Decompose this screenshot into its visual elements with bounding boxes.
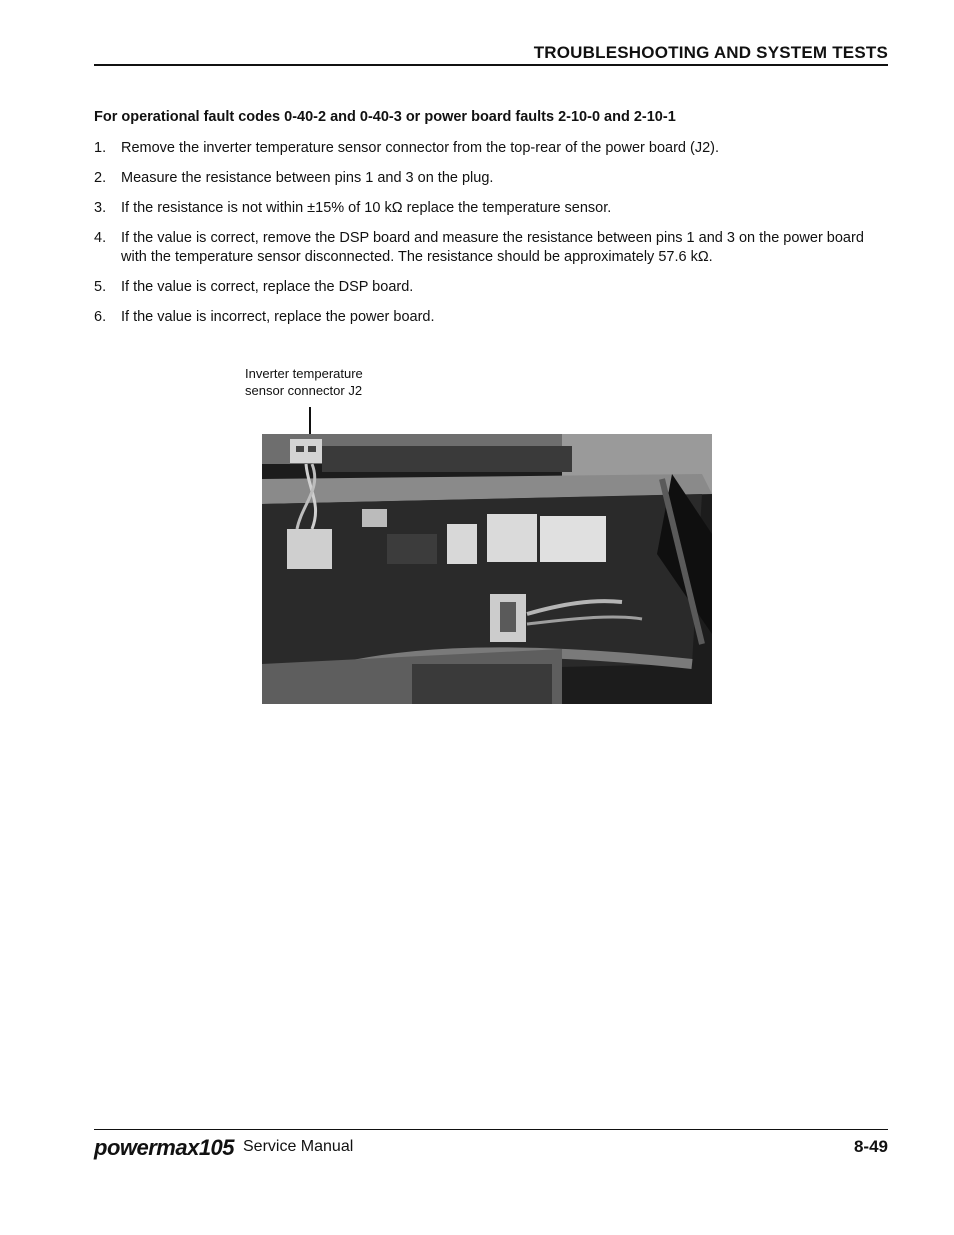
step-number: 3. bbox=[94, 200, 107, 216]
list-item bbox=[94, 199, 890, 218]
step-text: Measure the resistance between pins 1 and 3 on the plug. bbox=[121, 170, 494, 186]
section-heading: For operational fault codes 0-40-2 and 0-40-3 or power board faults 2-10-0 and 2-10-1 bbox=[94, 109, 676, 125]
footer-manual-label: Service Manual bbox=[243, 1138, 354, 1155]
step-number: 1. bbox=[94, 140, 107, 156]
callout-label bbox=[245, 365, 363, 399]
step-text: Remove the inverter temperature sensor connector from the top-rear of the power board (J2). bbox=[121, 140, 720, 156]
list-item bbox=[94, 169, 890, 188]
list-item bbox=[94, 139, 890, 158]
step-number: 5. bbox=[94, 279, 107, 295]
footer-rule bbox=[94, 1129, 888, 1130]
step-text: If the value is incorrect, replace the power board. bbox=[121, 309, 435, 325]
steps-list bbox=[94, 139, 890, 338]
page-number: 8-49 bbox=[853, 1137, 888, 1156]
callout-label-line2: sensor connector J2 bbox=[245, 383, 363, 398]
step-text: If the resistance is not within ±15% of 10 kΩ replace the temperature sensor. bbox=[121, 200, 612, 216]
callout-label-line1: Inverter temperature bbox=[245, 366, 363, 381]
step-number: 4. bbox=[94, 230, 107, 246]
step-text: If the value is correct, remove the DSP board and measure the resistance between pins 1 and 3 on the power board with the temperature sensor disconnected. The resistance should be approximately 57.6 kΩ. bbox=[121, 230, 864, 265]
list-item bbox=[94, 229, 890, 267]
photo-illustration bbox=[262, 434, 712, 704]
step-number: 6. bbox=[94, 309, 107, 325]
step-number: 2. bbox=[94, 170, 107, 186]
footer-brand-logo: powermax105 bbox=[94, 1135, 235, 1160]
page-header-title: TROUBLESHOOTING AND SYSTEM TESTS bbox=[533, 43, 888, 62]
header-rule bbox=[94, 64, 888, 66]
circuit-board-photo bbox=[262, 434, 712, 704]
list-item bbox=[94, 278, 890, 297]
step-text: If the value is correct, replace the DSP board. bbox=[121, 279, 414, 295]
list-item bbox=[94, 308, 890, 327]
